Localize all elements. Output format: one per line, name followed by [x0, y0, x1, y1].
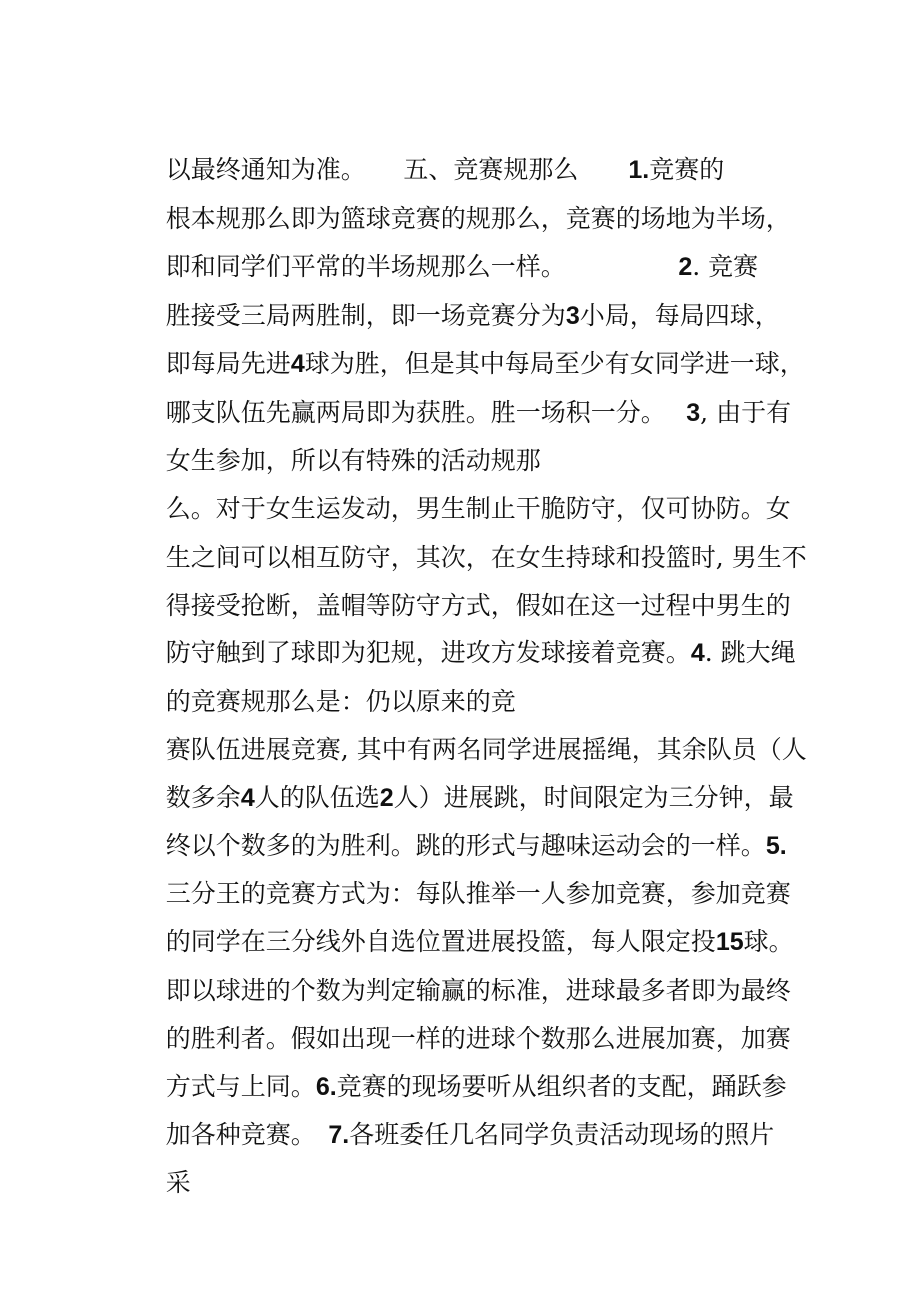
text-segment: 采 — [165, 1168, 191, 1197]
item-number: 3 — [686, 399, 701, 427]
text-segment: 终以个数多的为胜利。跳的形式与趣味运动会的一样。 — [165, 831, 766, 860]
text-segment: 以最终通知为准。 — [165, 155, 354, 184]
text-segment — [653, 398, 686, 427]
item-number: 1. — [628, 156, 650, 184]
text-segment: 的胜利者。假如出现一样的进球个数那么进展加赛，加赛 — [165, 1024, 791, 1053]
text-segment: 生之间可以相互防守，其次，在女生持球和投篮时, 男生不 — [165, 543, 807, 572]
number: 3 — [565, 302, 580, 330]
number: 4 — [290, 350, 305, 378]
item-number: 4 — [690, 639, 705, 667]
number: 2 — [379, 784, 394, 812]
text-segment: 女生参加，所以有特殊的活动规那 — [165, 446, 541, 475]
text-segment: 人的队伍选 — [254, 783, 380, 812]
text-segment: 方式与上同。 — [165, 1072, 316, 1101]
text-segment: . 竞赛 — [692, 252, 759, 281]
text-segment: 防守触到了球即为犯规，进攻方发球接着竞赛。 — [165, 638, 691, 667]
text-line — [134, 1132, 191, 1234]
item-number: 5 — [765, 832, 780, 860]
text-segment: 球。 — [743, 927, 794, 956]
text-segment: 小局，每局四球， — [579, 301, 780, 330]
text-segment: 即以球进的个数为判定输赢的标准，进球最多者即为最终 — [165, 976, 791, 1005]
text-segment: 竞赛的 — [649, 155, 725, 184]
text-segment: 即每局先进 — [165, 349, 291, 378]
text-segment: 球为胜，但是其中每局至少有女同学进一球， — [304, 349, 805, 378]
text-segment: . — [779, 832, 787, 860]
text-segment: 的竞赛规那么是：仍以原来的竞 — [165, 687, 516, 716]
text-segment: 即和同学们平常的半场规那么一样。 — [165, 252, 554, 281]
text-segment: 三分王的竞赛方式为：每队推举一人参加竞赛，参加竞赛 — [165, 879, 791, 908]
text-segment: 赛队伍进展竞赛, 其中有两名同学进展摇绳，其余队员（人 — [165, 735, 807, 764]
text-segment: 得接受抢断，盖帽等防守方式，假如在这一过程中男生的 — [165, 591, 791, 620]
text-segment: 人）进展跳，时间限定为三分钟，最 — [393, 783, 794, 812]
text-segment: . 跳大绳 — [704, 638, 796, 667]
item-number: 6. — [315, 1073, 337, 1101]
text-segment: 胜接受三局两胜制，即一场竞赛分为 — [165, 301, 566, 330]
section-heading: 五、竞赛规那么 — [353, 155, 579, 184]
text-segment: 数多余 — [165, 783, 241, 812]
item-number: 7. — [328, 1121, 350, 1149]
text-line — [134, 1084, 774, 1186]
number: 15 — [715, 928, 744, 956]
text-segment: 竞赛的现场要听从组织者的支配，踊跃参 — [336, 1072, 787, 1101]
text-segment — [303, 1120, 328, 1149]
text-segment: , 由于有 — [700, 398, 792, 427]
text-segment: 各班委任几名同学负责活动现场的照片 — [349, 1120, 775, 1149]
item-number: 2 — [678, 253, 693, 281]
text-segment: 加各种竞赛。 — [165, 1120, 304, 1149]
text-segment: 根本规那么即为篮球竞赛的规那么，竞赛的场地为半场， — [165, 204, 791, 233]
text-segment: 的同学在三分线外自选位置进展投篮，每人限定投 — [165, 927, 716, 956]
text-segment: 么。对于女生运发动，男生制止干脆防守，仅可协防。女 — [165, 494, 791, 523]
number: 4 — [240, 784, 255, 812]
text-segment: 哪支队伍先赢两局即为获胜。胜一场积一分。 — [165, 398, 654, 427]
